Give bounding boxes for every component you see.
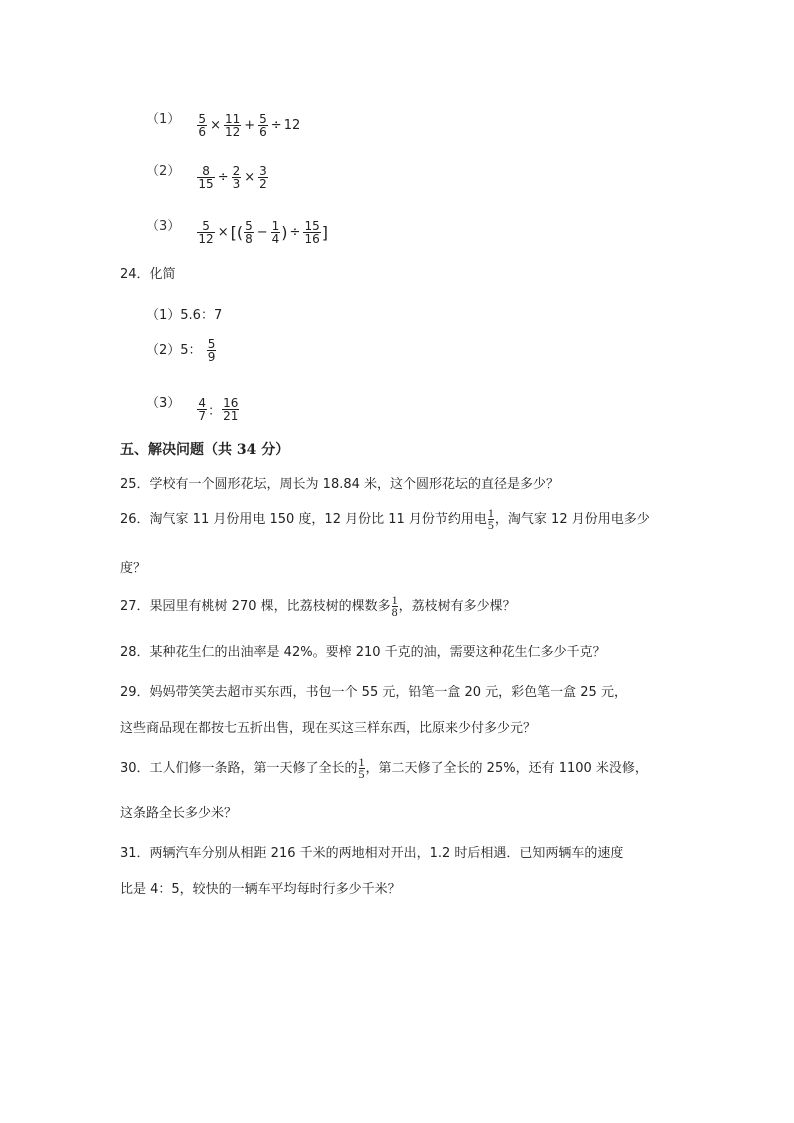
item-label: （2）: [146, 164, 181, 179]
fraction: $\frac{1}{5}$: [487, 506, 494, 532]
fraction: $\frac{1}{4}$: [271, 219, 280, 246]
question-26-cont: 度？: [120, 561, 147, 576]
bracket: ]: [321, 223, 328, 242]
operator: ×: [217, 225, 229, 240]
fraction: $\frac{5}{8}$: [245, 219, 253, 246]
question-25: 25．学校有一个圆形花坛，周长为 18.84 米，这个圆形花坛的直径是多少？: [120, 477, 560, 492]
question-30: [120, 757, 648, 780]
item-label: （1）: [146, 112, 181, 127]
fraction: $\frac{4}{7}$: [198, 396, 207, 423]
question-31: 31．两辆汽车分别从相距 216 千米的两地相对开出，1.2 时后相遇．已知两辆车的速度: [120, 846, 624, 861]
question-31-cont: 比是 4：5，较快的一辆车平均每时行多少千米？: [120, 882, 401, 897]
fraction: $\frac{2}{3}$: [232, 164, 241, 191]
operator: ：: [208, 404, 222, 419]
q23-item-2: [146, 160, 269, 190]
question-text: ，第二天修了全长的 25%，还有 1100 米没修，: [365, 761, 648, 776]
q24-item-1: （1）5.6：7: [146, 308, 223, 323]
fraction: $\frac{11}{12}$: [224, 112, 241, 139]
item-label: （3）: [146, 219, 181, 234]
question-text: 26．淘气家 11 月份用电 150 度，12 月份比 11 月份节约用电: [120, 512, 487, 527]
fraction: $\frac{5}{9}$: [207, 337, 216, 364]
q24-title: 24．化简: [120, 267, 176, 282]
operator: ÷: [270, 118, 282, 133]
operator: ÷: [217, 170, 229, 185]
q23-item-3: [146, 215, 328, 245]
operator: ×: [210, 118, 221, 133]
fraction: $\frac{16}{21}$: [223, 396, 239, 423]
question-text: ，淘气家 12 月份用电多少: [494, 512, 650, 527]
q24-item-2: [146, 338, 217, 363]
question-28: 28．某种花生仁的出油率是 42%。要榨 210 千克的油，需要这种花生仁多少千克？: [120, 645, 606, 660]
item-label: （3）: [146, 396, 181, 411]
expression: [196, 397, 240, 422]
expression: [196, 113, 300, 138]
fraction: $\frac{1}{8}$: [391, 593, 398, 619]
q24-item-3: [146, 392, 240, 422]
question-27: [120, 595, 516, 618]
fraction: $\frac{5}{6}$: [259, 112, 267, 139]
fraction: $\frac{5}{12}$: [198, 219, 214, 246]
fraction: $\frac{1}{5}$: [358, 755, 365, 781]
question-29: 29．妈妈带笑笑去超市买东西，书包一个 55 元，铅笔一盒 20 元，彩色笔一盒 25 元，: [120, 685, 627, 700]
expression: [196, 220, 328, 245]
expression: [196, 165, 268, 190]
fraction: $\frac{8}{15}$: [198, 164, 214, 191]
operator: ×: [244, 170, 256, 185]
q23-item-1: [146, 108, 300, 138]
question-26: [120, 508, 650, 531]
fraction: $\frac{3}{2}$: [259, 164, 267, 191]
section-heading: 五、解决问题（共 34 分）: [120, 442, 290, 458]
item-label: （2）5：: [146, 343, 202, 358]
fraction: $\frac{15}{16}$: [304, 219, 320, 246]
question-text: 30．工人们修一条路，第一天修了全长的: [120, 761, 358, 776]
bracket: ): [281, 223, 288, 242]
question-text: ，荔枝树有多少棵？: [398, 599, 516, 614]
number: 12: [283, 118, 301, 133]
question-text: 27．果园里有桃树 270 棵，比荔枝树的棵数多: [120, 599, 391, 614]
bracket: [(: [230, 223, 244, 242]
operator: ÷: [289, 225, 301, 240]
fraction: $\frac{5}{6}$: [198, 112, 207, 139]
operator: −: [256, 225, 268, 240]
question-29-cont: 这些商品现在都按七五折出售，现在买这三样东西，比原来少付多少元？: [120, 721, 537, 736]
operator: +: [244, 118, 256, 133]
question-30-cont: 这条路全长多少米？: [120, 806, 238, 821]
